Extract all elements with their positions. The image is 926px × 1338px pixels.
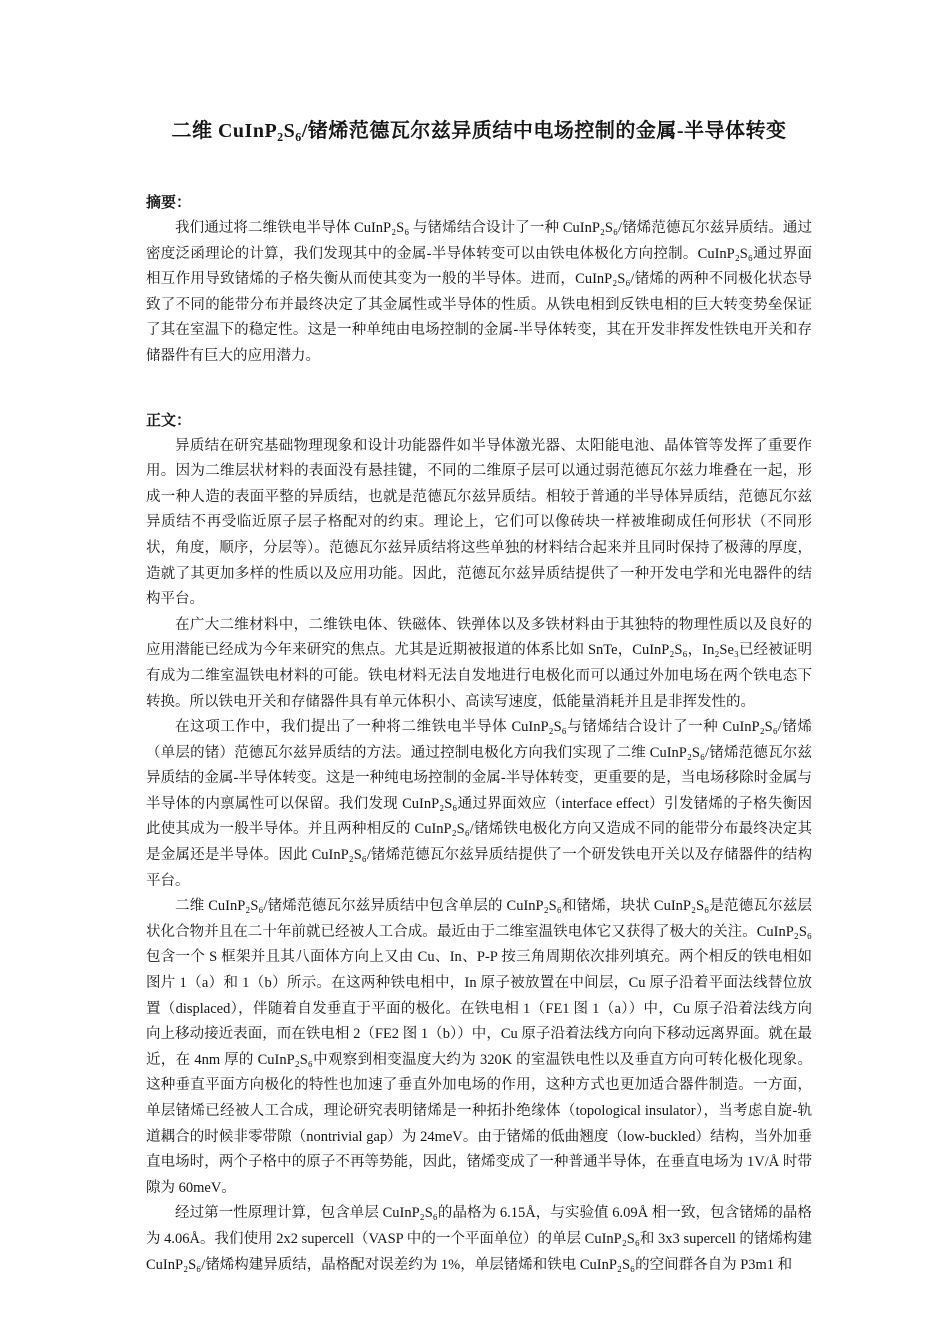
paper-title: 二维 CuInP₂S₆/锗烯范德瓦尔兹异质结中电场控制的金属-半导体转变 xyxy=(171,120,787,142)
body-paragraph-4: 二维 CuInP₂S₆/锗烯范德瓦尔兹异质结中包含单层的 CuInP₂S₆和锗烯，块状 CuInP₂S₆是范德瓦尔兹层状化合物并且在二十年前就已经被人工合成。最近由于二维室温铁电体它又获得了极大的关注。CuInP₂S₆包含一个 S 框架并且其八面体方向上又由 Cu、In、P-P 按三角周期依次排列填充。两个相反的铁电相如图片 1（a）和 1（b）所示。在这两种铁电相中，In 原子被放置在中间层，Cu 原子沿着平面法线替位放置（displaced），伴随着自发垂直于平面的极化。在铁电相 1（FE1 图 1（a））中，Cu 原子沿着法线方向向上移动接近表面，而在铁电相 2（FE2 图 1（b））中，Cu 原子沿着法线方向向下移动远离界面。就在最近，在 4nm 厚的 CuInP₂S₆中观察到相变温度大约为 320K 的室温铁电性以及垂直方向可转化极化现象。这种垂直平面方向极化的特性也加速了垂直外加电场的作用，这种方式也更加适合器件制造。一方面，单层锗烯已经被人工合成，理论研究表明锗烯是一种拓扑绝缘体（topological insulator），当考虑自旋-轨道耦合的时候非零带隙（nontrivial gap）为 24meV。由于锗烯的低曲翘度（low-buckled）结构，当外加垂直电场时，两个子格中的原子不再等势能，因此，锗烯变成了一种普通半导体，在垂直电场为 1V/Å 时带隙为 60meV。 xyxy=(146,898,812,1196)
abstract-heading: 摘要： xyxy=(146,195,192,211)
abstract-paragraph: 我们通过将二维铁电半导体 CuInP₂S₆ 与锗烯结合设计了一种 CuInP₂S₆/锗烯范德瓦尔兹异质结。通过密度泛函理论的计算，我们发现其中的金属-半导体转变可以由铁电体极化方向控制。CuInP₂S₆通过界面相互作用导致锗烯的子格失衡从而使其变为一般的半导体。进而，CuInP₂S₆/锗烯的两种不同极化状态导致了不同的能带分布并最终决定了其金属性或半导体的性质。从铁电相到反铁电相的巨大转变势垒保证了其在室温下的稳定性。这是一种单纯由电场控制的金属-半导体转变，其在开发非挥发性铁电开关和存储器件有巨大的应用潜力。 xyxy=(146,220,812,364)
body-paragraph-2: 在广大二维材料中，二维铁电体、铁磁体、铁弹体以及多铁材料由于其独特的物理性质以及良好的应用潜能已经成为今年来研究的焦点。尤其是近期被报道的体系比如 SnTe，CuInP₂S₆，In₂Se₃已经被证明有成为二维室温铁电材料的可能。铁电材料无法自发地进行电极化而可以通过外加电场在两个铁电态下转换。所以铁电开关和存储器件具有单元体积小、高读写速度，低能量消耗并且是非挥发性的。 xyxy=(146,616,812,710)
body-paragraph-3: 在这项工作中，我们提出了一种将二维铁电半导体 CuInP₂S₆与锗烯结合设计了一种 CuInP₂S₆/锗烯（单层的锗）范德瓦尔兹异质结的方法。通过控制电极化方向我们实现了二维 CuInP₂S₆/锗烯范德瓦尔兹异质结的金属-半导体转变。这是一种纯电场控制的金属-半导体转变，更重要的是，当电场移除时金属与半导体的内禀属性可以保留。我们发现 CuInP₂S₆通过界面效应（interface effect）引发锗烯的子格失衡因此使其成为一般半导体。并且两种相反的 CuInP₂S₆/锗烯铁电极化方向又造成不同的能带分布最终决定其是金属还是半导体。因此 CuInP₂S₆/锗烯范德瓦尔兹异质结提供了一个研发铁电开关以及存储器件的结构平台。 xyxy=(146,719,812,889)
main-text-heading: 正文： xyxy=(146,412,192,429)
body-paragraph-5: 经过第一性原理计算，包含单层 CuInP₂S₆的晶格为 6.15Å，与实验值 6.09Å 相一致，包含锗烯的晶格为 4.06Å。我们使用 2x2 supercell（VASP 中的一个平面单位）的单层 CuInP₂S₆和 3x3 supercell 的锗烯构建 CuInP₂S₆/锗烯构建异质结，晶格配对误差约为 1%，单层锗烯和铁电 CuInP₂S₆的空间群各自为 P3m1 和 xyxy=(146,1205,812,1273)
body-paragraph-1: 异质结在研究基础物理现象和设计功能器件如半导体激光器、太阳能电池、晶体管等发挥了重要作用。因为二维层状材料的表面没有悬挂键，不同的二维原子层可以通过弱范德瓦尔兹力堆叠在一起，形成一种人造的表面平整的异质结，也就是范德瓦尔兹异质结。相较于普通的半导体异质结，范德瓦尔兹异质结不再受临近原子层子格配对的约束。理论上，它们可以像砖块一样被堆砌成任何形状（不同形状，角度，顺序，分层等）。范德瓦尔兹异质结将这些单独的材料结合起来并且同时保持了极薄的厚度，造就了其更加多样的性质以及应用功能。因此，范德瓦尔兹异质结提供了一种开发电学和光电器件的结构平台。 xyxy=(146,437,812,608)
